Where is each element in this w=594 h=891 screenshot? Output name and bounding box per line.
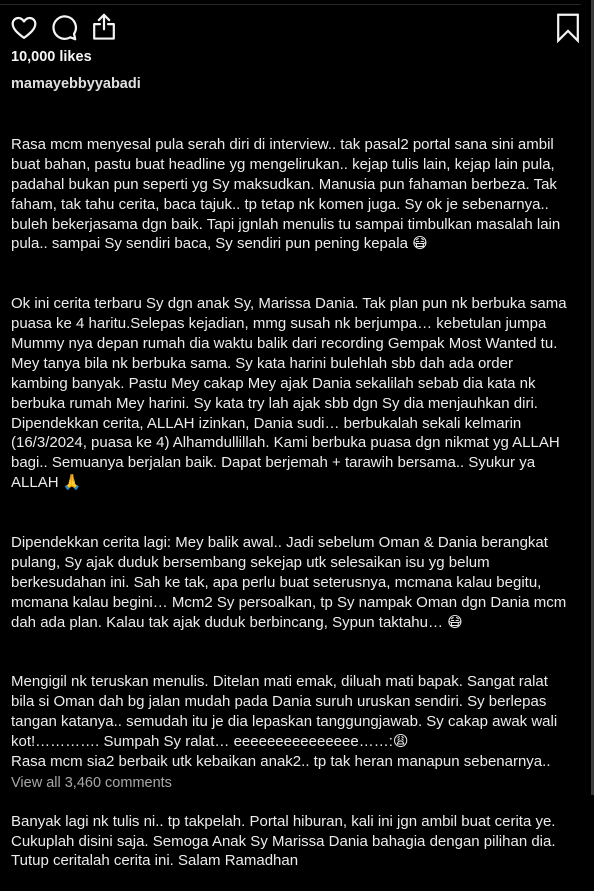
post-action-bar bbox=[10, 12, 582, 46]
heart-icon[interactable] bbox=[10, 14, 38, 42]
comment-bubble-icon[interactable] bbox=[50, 14, 78, 42]
caption-paragraph: Dipendekkan cerita lagi: Mey balik awal.. Jadi sebelum Oman & Dania berangkat pulang, Sy ajak duduk bersembang sekejap utk selesaikan isu yg belum berkesudahan ini. Sah ke tak, apa perlu buat seterusnya, mcmana kalau begitu, mcmana kalau begini… Mcm2 Sy persoalkan, tp Sy nampak Oman dgn Dania mcm dah ada plan. Kalau tak ajak duduk berbincang, Sypun taktahu… 😷 bbox=[11, 534, 567, 631]
caption-paragraph: Rasa mcm menyesal pula serah diri di interview.. tak pasal2 portal sana sini ambil buat bahan, pastu buat headline yg mengelirukan.. kejap tulis lain, kejap lain pula, padahal bukan pun seperti yg Sy maksudkan. Manusia pun fahaman berbeza. Tak faham, tak tahu cerita, baca tajuk.. tp tetap nk komen juga. Sy ok je sebenarnya.. buleh bekerjasama dgn baik. Tapi jgnlah menulis tu sampai timbulkan masalah lain pula.. sampai Sy sendiri baca, Sy sendiri pun pening kepala 😷 bbox=[11, 135, 561, 253]
top-divider bbox=[0, 4, 581, 5]
caption-paragraph: Ok ini cerita terbaru Sy dgn anak Sy, Marissa Dania. Tak plan pun nk berbuka sama puasa ke 4 haritu.Selepas kejadian, mmg susah nk berjumpa… kebetulan jumpa Mummy nya depan rumah dia waktu balik dari recording Gempak Most Wanted tu. Mey tanya bila nk berbuka sama. Sy kata harini bulehlah sbb dah ada order kambing banyak. Pastu Mey cakap Mey ajak Dania sekalilah sebab dia kata nk berbuka rumah Mey harini. Sy kata try lah ajak sbb dgn Sy dia menjauhkan diri. Dipendekkan cerita, ALLAH izinkan, Dania sudi… berbukalah sekali kelmarin (16/3/2024, puasa ke 4) Alhamdullillah. Kami berbuka puasa dgn nikmat yg ALLAH bagi.. Semuanya berjalan baik. Dapat berjemah + tarawih bersama.. Syukur ya ALLAH 🙏 bbox=[11, 295, 567, 492]
like-count[interactable]: 10,000 likes bbox=[11, 49, 92, 65]
post-author-username[interactable]: mamayebbyyabadi bbox=[11, 76, 141, 92]
caption-paragraph: Mengigil nk teruskan menulis. Ditelan mati emak, diluah mati bapak. Sangat ralat bila si Oman dah bg jalan mudah pada Dania suruh uruskan sendiri. Sy berlepas tangan katanya.. semudah itu je dia lepaskan tanggungjawab. Sy cakap awak wali kot!…………. Sumpah Sy ralat… eeeeeeeeeeeeeee……:😩 Rasa mcm sia2 berbaik utk kebaikan anak2.. tp tak heran manapun sebenarnya.. bbox=[11, 673, 558, 770]
caption-paragraph: Banyak lagi nk tulis ni.. tp takpelah. Portal hiburan, kali ini jgn ambil buat cerita ye. Cukuplah disini saja. Semoga Anak Sy Marissa Dania bahagia dengan pilihan dia. Tutup ceritalah cerita ini. Salam Ramadhan bbox=[11, 812, 556, 870]
view-all-comments-link[interactable]: View all 3,460 comments bbox=[11, 775, 172, 791]
bookmark-icon[interactable] bbox=[555, 13, 581, 43]
share-icon[interactable] bbox=[90, 12, 118, 42]
